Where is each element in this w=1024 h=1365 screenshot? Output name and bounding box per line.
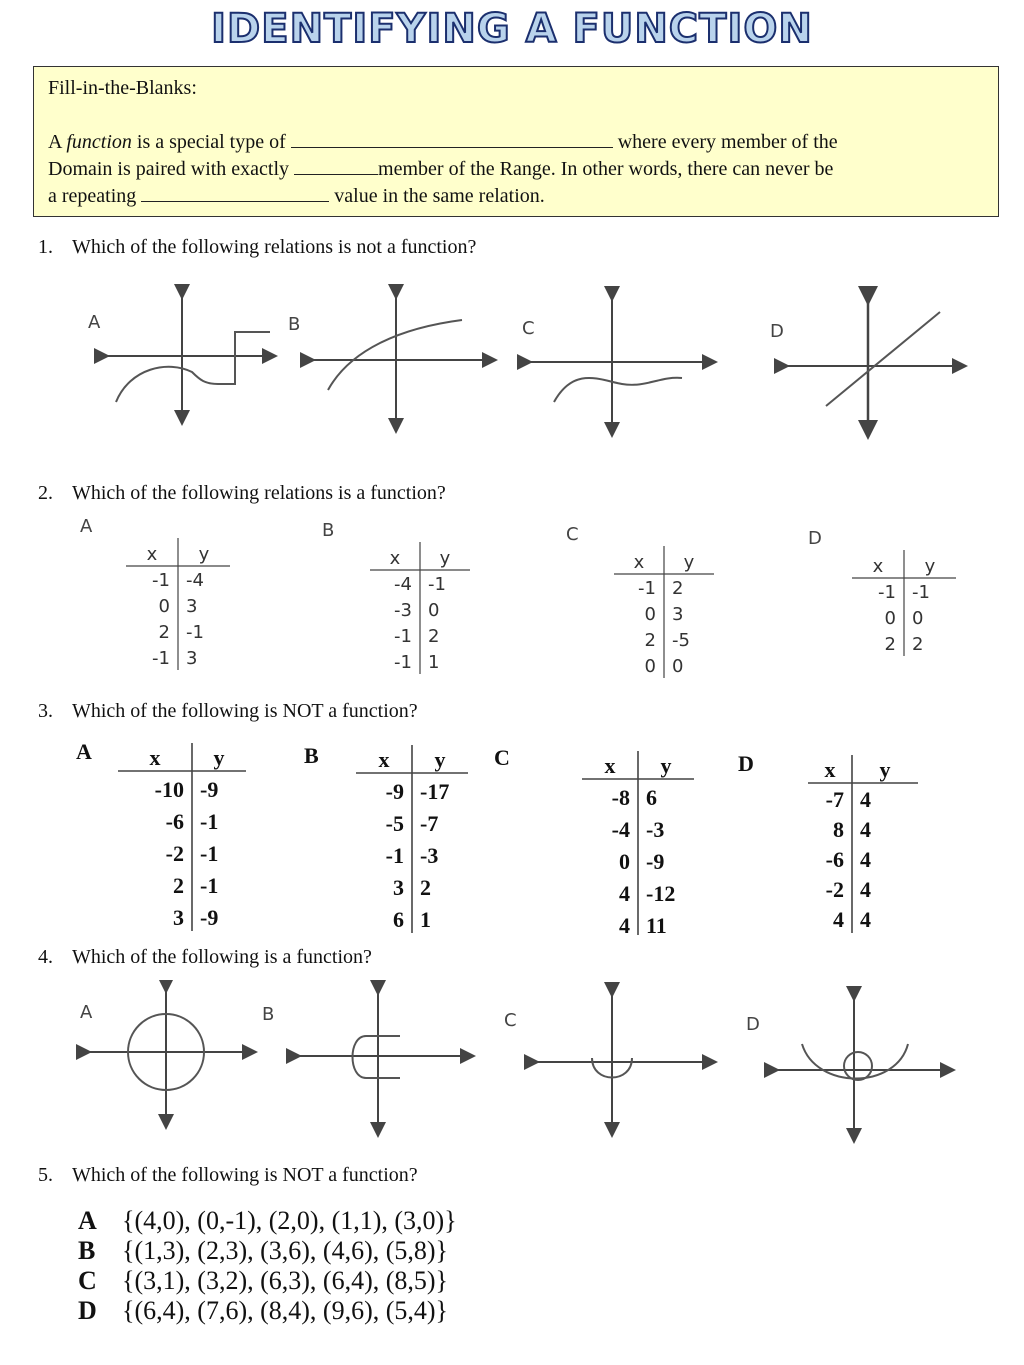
table-cell-y: 1 — [428, 652, 440, 673]
table-cell-x: -6 — [165, 809, 184, 834]
table-header-x: x — [149, 745, 161, 770]
table-cell-x: 0 — [158, 596, 170, 617]
option-label: C — [494, 745, 510, 770]
question-number: 2. — [38, 482, 53, 504]
q5-sets — [78, 1206, 457, 1326]
fill-in-text: member of the Range. In other words, there can never be — [378, 158, 834, 180]
page-title: IDENTIFYING A FUNCTION — [211, 6, 813, 52]
table-cell-x: 0 — [644, 656, 656, 677]
table-cell-y: 2 — [420, 875, 431, 900]
question-4 — [38, 946, 372, 969]
question-text: Which of the following is NOT a function? — [72, 700, 418, 722]
table-header-y: y — [213, 745, 225, 770]
option-table-c[interactable] — [566, 524, 714, 678]
table-cell-x: -1 — [152, 648, 170, 669]
table-cell-x: -1 — [394, 652, 412, 673]
table-header-x: x — [872, 556, 884, 577]
table-cell-y: -9 — [646, 849, 665, 874]
table-cell-y: 4 — [860, 907, 871, 932]
table-cell-y: 3 — [672, 604, 684, 625]
table-cell-y: -1 — [912, 582, 930, 603]
table-cell-x: 0 — [619, 849, 630, 874]
option-table-b[interactable] — [304, 743, 468, 933]
table-header-x: x — [378, 747, 390, 772]
table-cell-x: -1 — [878, 582, 896, 603]
q3-tables — [70, 735, 980, 935]
q1-graphs — [70, 280, 980, 440]
fill-in-text: where every member of the — [612, 131, 838, 153]
option-letter: A — [78, 1206, 97, 1235]
table-cell-x: -2 — [825, 877, 844, 902]
table-header-x: x — [633, 552, 645, 573]
option-set: {(4,0), (0,-1), (2,0), (1,1), (3,0)} — [122, 1206, 457, 1235]
table-cell-x: 2 — [158, 622, 170, 643]
table-header-y: y — [660, 753, 672, 778]
option-table-c[interactable] — [494, 745, 694, 935]
table-cell-y: -9 — [200, 777, 219, 802]
q4-graph-d[interactable] — [746, 994, 948, 1136]
table-cell-y: -1 — [200, 809, 219, 834]
table-header-x: x — [604, 753, 616, 778]
table-cell-y: 6 — [646, 785, 657, 810]
table-cell-x: -1 — [152, 570, 170, 591]
table-cell-x: 4 — [619, 913, 630, 935]
fill-in-line-1 — [48, 129, 984, 156]
q4-graphs — [70, 980, 980, 1145]
question-2 — [38, 482, 446, 505]
option-set: {(3,1), (3,2), (6,3), (6,4), (8,5)} — [122, 1266, 449, 1295]
table-cell-x: 2 — [884, 634, 896, 655]
option-label: B — [304, 743, 319, 768]
table-cell-x: 2 — [644, 630, 656, 651]
option-label: D — [808, 528, 822, 549]
blank-count[interactable] — [294, 160, 378, 175]
question-5 — [38, 1164, 418, 1187]
table-cell-x: 3 — [393, 875, 404, 900]
table-cell-y: -1 — [428, 574, 446, 595]
table-cell-y: 4 — [860, 787, 871, 812]
table-header-x: x — [389, 548, 401, 569]
table-cell-y: 3 — [186, 596, 198, 617]
question-text: Which of the following is NOT a function? — [72, 1164, 418, 1186]
function-term: function — [66, 131, 132, 153]
table-cell-x: -3 — [394, 600, 412, 621]
q5-option-a[interactable] — [78, 1206, 457, 1236]
option-table-b[interactable] — [322, 520, 470, 674]
table-cell-y: 1 — [420, 907, 431, 932]
table-cell-x: 8 — [833, 817, 844, 842]
table-cell-x: -9 — [385, 779, 404, 804]
option-label-c: C — [522, 318, 535, 339]
option-set: {(6,4), (7,6), (8,4), (9,6), (5,4)} — [122, 1296, 449, 1325]
question-text: Which of the following is a function? — [72, 946, 372, 968]
table-cell-x: -2 — [165, 841, 184, 866]
fill-in-line-2 — [48, 156, 984, 183]
table-cell-y: 0 — [912, 608, 924, 629]
table-cell-x: -4 — [394, 574, 412, 595]
table-cell-y: -5 — [672, 630, 690, 651]
q4-graph-c[interactable] — [504, 990, 710, 1130]
fill-in-line-3 — [48, 183, 984, 210]
table-cell-y: -9 — [200, 905, 219, 930]
option-label-c: C — [504, 1010, 517, 1031]
table-cell-y: 2 — [912, 634, 924, 655]
option-table-d[interactable] — [808, 528, 956, 656]
option-table-d[interactable] — [738, 751, 918, 933]
question-text: Which of the following relations is not a function? — [72, 236, 477, 258]
question-1 — [38, 236, 476, 259]
table-header-y: y — [924, 556, 936, 577]
table-cell-x: -5 — [385, 811, 404, 836]
table-cell-y: -1 — [200, 873, 219, 898]
fill-in-text: value in the same relation. — [329, 185, 545, 207]
table-header-y: y — [198, 544, 210, 565]
table-cell-x: -10 — [154, 777, 184, 802]
table-cell-x: -6 — [825, 847, 844, 872]
option-label-a: A — [80, 1002, 93, 1023]
fill-in-text: Domain is paired with exactly — [48, 158, 295, 180]
table-cell-x: 6 — [393, 907, 404, 932]
table-cell-y: 11 — [646, 913, 667, 935]
fill-in-box — [33, 66, 999, 217]
q5-option-b[interactable] — [78, 1236, 457, 1266]
q4-graph-a[interactable] — [80, 986, 250, 1122]
option-label: B — [322, 520, 335, 541]
table-cell-y: -17 — [420, 779, 450, 804]
q5-option-d[interactable] — [78, 1296, 457, 1326]
question-number: 5. — [38, 1164, 53, 1186]
table-cell-x: 0 — [884, 608, 896, 629]
table-cell-y: -1 — [186, 622, 204, 643]
option-label: C — [566, 524, 579, 545]
table-cell-y: 4 — [860, 877, 871, 902]
table-cell-y: 0 — [672, 656, 684, 677]
q2-tables — [70, 510, 980, 680]
option-set: {(1,3), (2,3), (3,6), (4,6), (5,8)} — [122, 1236, 449, 1265]
table-cell-x: 4 — [833, 907, 844, 932]
table-cell-x: 0 — [644, 604, 656, 625]
table-cell-y: -1 — [200, 841, 219, 866]
option-letter: D — [78, 1296, 97, 1325]
option-table-a[interactable] — [76, 739, 246, 931]
table-cell-y: -7 — [420, 811, 439, 836]
q1-graph-b[interactable] — [288, 292, 490, 426]
table-cell-y: -4 — [186, 570, 204, 591]
table-cell-y: 3 — [186, 648, 198, 669]
q1-graph-a[interactable] — [88, 292, 270, 418]
q1-graph-d[interactable] — [770, 296, 960, 430]
table-cell-y: 0 — [428, 600, 440, 621]
question-number: 3. — [38, 700, 53, 722]
table-cell-y: -3 — [646, 817, 665, 842]
question-text: Which of the following relations is a function? — [72, 482, 446, 504]
table-header-y: y — [879, 757, 891, 782]
table-cell-x: -8 — [611, 785, 630, 810]
table-cell-x: -7 — [825, 787, 844, 812]
table-cell-x: -4 — [611, 817, 630, 842]
option-table-a[interactable] — [80, 516, 230, 670]
question-3 — [38, 700, 418, 723]
table-cell-x: 2 — [173, 873, 184, 898]
table-cell-x: -1 — [394, 626, 412, 647]
table-cell-x: 4 — [619, 881, 630, 906]
table-cell-y: -12 — [646, 881, 676, 906]
option-letter: C — [78, 1266, 97, 1295]
table-cell-x: -1 — [385, 843, 404, 868]
table-header-y: y — [439, 548, 451, 569]
fill-in-heading: Fill-in-the-Blanks: — [48, 77, 197, 99]
q4-graph-b[interactable] — [262, 988, 468, 1130]
q1-graph-c[interactable] — [522, 294, 710, 430]
table-header-y: y — [683, 552, 695, 573]
option-label-a: A — [88, 312, 101, 333]
table-cell-y: -3 — [420, 843, 439, 868]
table-cell-x: -1 — [638, 578, 656, 599]
question-number: 4. — [38, 946, 53, 968]
table-cell-y: 2 — [428, 626, 440, 647]
table-header-x: x — [146, 544, 158, 565]
q5-option-c[interactable] — [78, 1266, 457, 1296]
table-cell-x: 3 — [173, 905, 184, 930]
option-letter: B — [78, 1236, 96, 1265]
option-label-d: D — [770, 321, 784, 342]
option-label-d: D — [746, 1014, 760, 1035]
table-cell-y: 2 — [672, 578, 684, 599]
fill-in-text: a repeating — [48, 185, 142, 207]
table-header-x: x — [824, 757, 836, 782]
blank-value[interactable] — [141, 187, 329, 202]
fill-in-text: A — [48, 131, 67, 153]
option-label-b: B — [262, 1004, 275, 1025]
option-label-b: B — [288, 314, 301, 335]
fill-in-text: is a special type of — [131, 131, 291, 153]
question-number: 1. — [38, 236, 53, 258]
table-cell-y: 4 — [860, 817, 871, 842]
table-cell-y: 4 — [860, 847, 871, 872]
blank-relation[interactable] — [291, 133, 613, 148]
table-header-y: y — [434, 747, 446, 772]
option-label: A — [76, 739, 92, 764]
option-label: A — [80, 516, 93, 537]
option-label: D — [738, 751, 754, 776]
